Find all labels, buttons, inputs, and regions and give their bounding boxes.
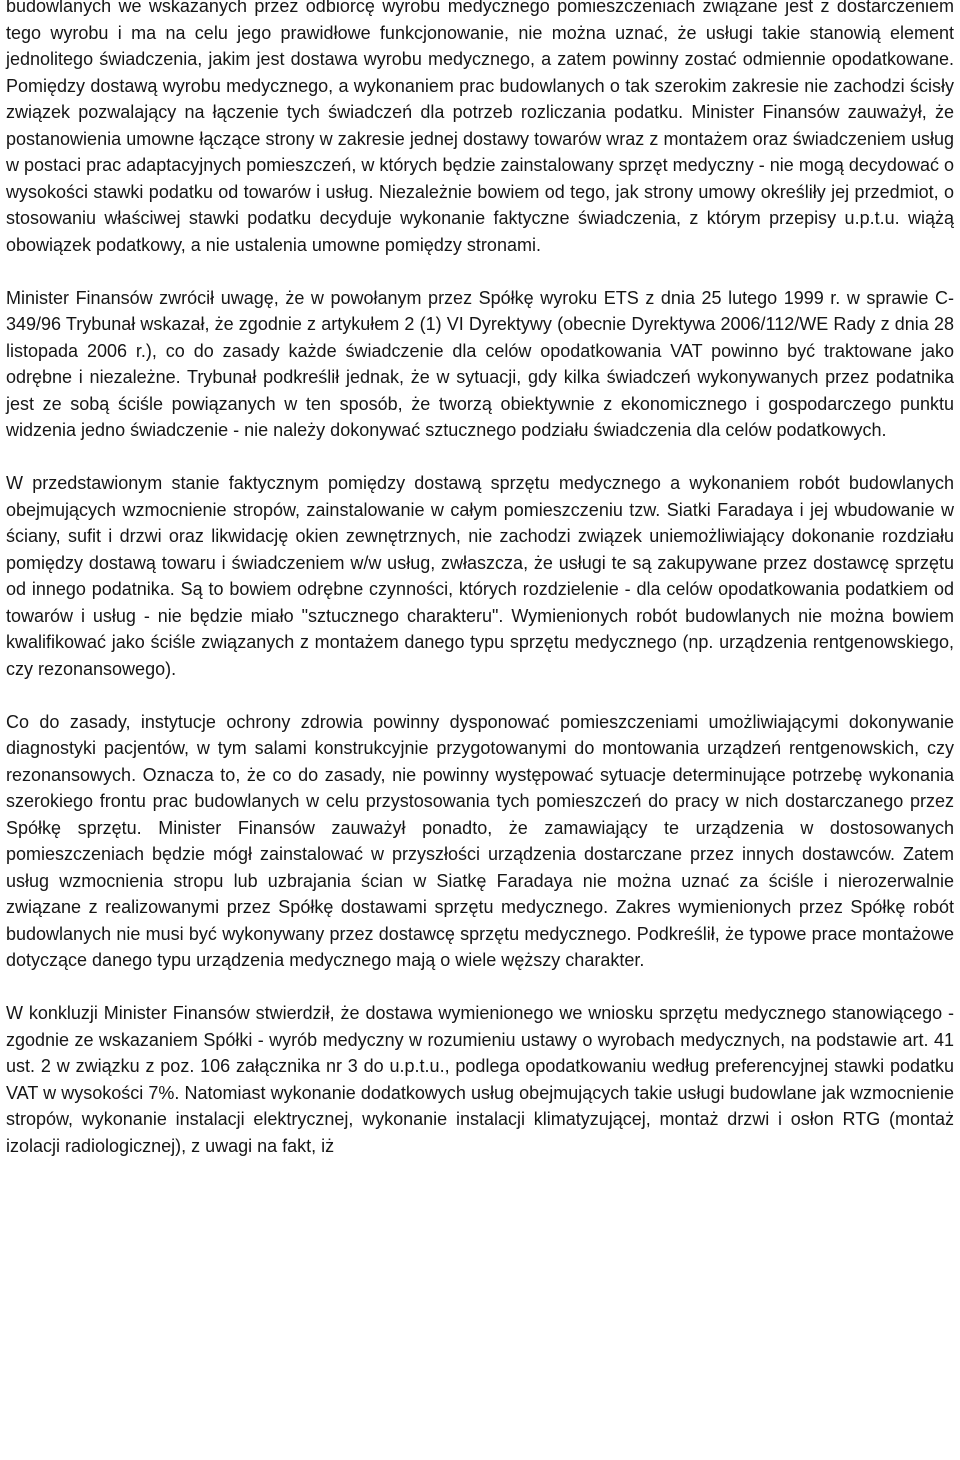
paragraph-3: W przedstawionym stanie faktycznym pomiędzy dostawą sprzętu medycznego a wykonaniem robót budowlanych obejmujących wzmocnienie stropów, zainstalowanie w całym pomieszczeniu tzw. Siatki Faradaya i jej wbudowanie w ściany, sufit i drzwi oraz likwidację okien zewnętrznych, nie zachodzi związek uniemożliwiający dokonanie rozdziału pomiędzy dostawą towaru i świadczeniem w/w usług, zwłaszcza, że usługi te są zakupywane przez dostawcę sprzętu od innego podatnika. Są to bowiem odrębne czynności, których rozdzielenie - dla celów opodatkowania podatkiem od towarów i usług - nie będzie miało "sztucznego charakteru". Wymienionych robót budowlanych nie można bowiem kwalifikować jako ściśle związanych z montażem danego typu sprzętu medycznego (np. urządzenia rentgenowskiego, czy rezonansowego). [6, 473, 954, 679]
paragraph-4: Co do zasady, instytucje ochrony zdrowia powinny dysponować pomieszczeniami umożliwiającymi dokonywanie diagnostyki pacjentów, w tym salami konstrukcyjnie przygotowanymi do montowania urządzeń rentgenowskich, czy rezonansowych. Oznacza to, że co do zasady, nie powinny występować sytuacje determinujące potrzebę wykonania szerokiego frontu prac budowlanych w celu przystosowania tych pomieszczeń do pracy w nich dostarczanego przez Spółkę sprzętu. Minister Finansów zauważył ponadto, że zamawiający te urządzenia w dostosowanych pomieszczeniach będzie mógł zainstalować w przyszłości urządzenia dostarczane przez innych dostawców. Zatem usług wzmocnienia stropu lub uzbrajania ścian w Siatkę Faradaya nie można uznać za ściśle i nierozerwalnie związane z realizowanymi przez Spółkę dostawami sprzętu medycznego. Zakres wymienionych przez Spółkę robót budowlanych nie musi być wykonywany przez dostawcę sprzętu medycznego. Podkreślił, że typowe prace montażowe dotyczące danego typu urządzenia medycznego mają o wiele węższy charakter. [6, 711, 954, 970]
paragraph-1: budowlanych we wskazanych przez odbiorcę wyrobu medycznego pomieszczeniach związane jest z dostarczeniem tego wyrobu i ma na celu jego prawidłowe funkcjonowanie, nie można uznać, że usługi takie stanowią element jednolitego świadczenia, jakim jest dostawa wyrobu medycznego, a zatem powinny zostać odmiennie opodatkowane. Pomiędzy dostawą wyrobu medycznego, a wykonaniem prac budowlanych o tak szerokim zakresie nie zachodzi ścisły związek pozwalający na łączenie tych świadczeń dla potrzeb rozliczania podatku. Minister Finansów zauważył, że postanowienia umowne łączące strony w zakresie jednej dostawy towarów wraz z montażem oraz świadczeniem usług w postaci prac adaptacyjnych pomieszczeń, w których będzie zainstalowany sprzęt medyczny - nie mogą decydować o wysokości stawki podatku od towarów i usług. Niezależnie bowiem od tego, jak strony umowy określiły jej przedmiot, o stosowaniu właściwej stawki podatku decyduje wykonanie faktyczne świadczenia, z którym przepisy u.p.t.u. wiążą obowiązek podatkowy, a nie ustalenia umowne pomiędzy stronami. [6, 0, 954, 255]
paragraph-5: W konkluzji Minister Finansów stwierdził, że dostawa wymienionego we wniosku sprzętu medycznego stanowiącego - zgodnie ze wskazaniem Spółki - wyrób medyczny w rozumieniu ustawy o wyrobach medycznych, na podstawie art. 41 ust. 2 w związku z poz. 106 załącznika nr 3 do u.p.t.u., podlega opodatkowaniu według preferencyjnej stawki podatku VAT w wysokości 7%. Natomiast wykonanie dodatkowych usług obejmujących takie usługi budowlane jak wzmocnienie stropów, wykonanie instalacji elektrycznej, wykonanie instalacji klimatyzującej, montaż drzwi i osłon RTG (montaż izolacji radiologicznej), z uwagi na fakt, iż [6, 1003, 954, 1156]
paragraph-2: Minister Finansów zwrócił uwagę, że w powołanym przez Spółkę wyroku ETS z dnia 25 lutego 1999 r. w sprawie C-349/96 Trybunał wskazał, że zgodnie z artykułem 2 (1) VI Dyrektywy (obecnie Dyrektywa 2006/112/WE Rady z dnia 28 listopada 2006 r.), co do zasady każde świadczenie dla celów opodatkowania VAT powinno być traktowane jako odrębne i niezależne. Trybunał podkreślił jednak, że w sytuacji, gdy kilka świadczeń wykonywanych przez podatnika jest ze sobą ściśle powiązanych w ten sposób, że tworzą obiektywnie z ekonomicznego i gospodarczego punktu widzenia jedno świadczenie - nie należy dokonywać sztucznego podziału świadczenia dla celów podatkowych. [6, 287, 954, 440]
